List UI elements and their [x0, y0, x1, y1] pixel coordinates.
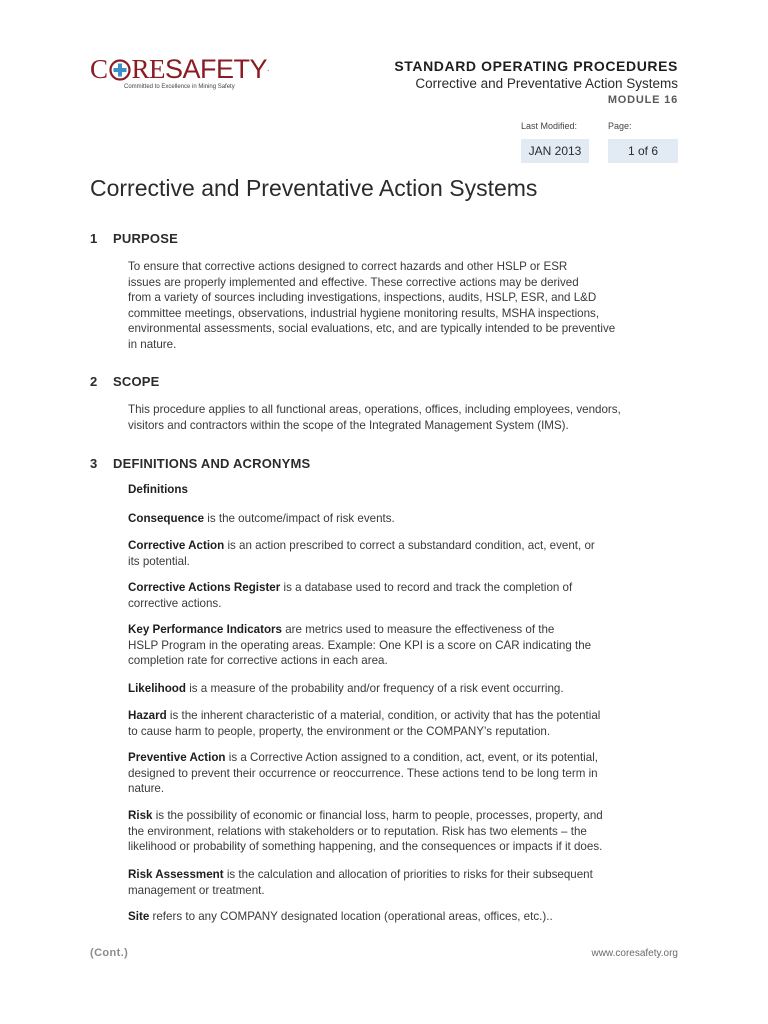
definition-term: Corrective Action: [128, 539, 225, 552]
definition-text: corrective actions.: [128, 596, 222, 610]
definition-text: is a database used to record and track the completion of: [280, 581, 573, 594]
definition-risk: [128, 808, 648, 855]
logo-tm: .: [267, 64, 269, 73]
definition-text: management or treatment.: [128, 883, 265, 897]
definition-term: Likelihood: [128, 682, 186, 695]
definition-text: completion rate for corrective actions in each area.: [128, 654, 388, 668]
footer-continued: (Cont.): [90, 947, 129, 959]
definition-text: designed to prevent their occurrence or reoccurrence. These actions tend to be long term in: [128, 766, 598, 780]
definition-hazard: [128, 708, 648, 739]
last-modified-label: Last Modified:: [521, 121, 578, 131]
page-label: Page:: [608, 121, 632, 131]
section-definitions-heading: [90, 456, 310, 471]
definition-text: is the outcome/impact of risk events.: [204, 512, 395, 525]
cross-circle-icon: [109, 59, 131, 81]
section-title: SCOPE: [113, 374, 160, 389]
definition-text: is the inherent characteristic of a material, condition, or activity that has the potential: [166, 709, 601, 722]
definition-text: the environment, relations with stakeholders or to reputation. Risk has two elements – the: [128, 824, 587, 838]
footer-website: www.coresafety.org: [591, 948, 678, 959]
definition-term: Risk Assessment: [128, 868, 224, 881]
logo-letter-c: C: [90, 54, 108, 84]
text-line: in nature.: [128, 337, 177, 351]
header-module: MODULE 16: [607, 94, 678, 106]
section-purpose-heading: [90, 231, 178, 246]
definition-text: nature.: [128, 782, 165, 796]
text-line: from a variety of sources including investigations, inspections, audits, HSLP, ESR, and L&D: [128, 291, 597, 305]
definition-text: is a measure of the probability and/or frequency of a risk event occurring.: [185, 682, 564, 695]
definition-text: is the possibility of economic or financial loss, harm to people, processes, property, and: [152, 809, 603, 822]
text-line: issues are properly implemented and effective. These corrective actions may be derived: [128, 275, 579, 289]
definition-corrective-actions-register: [128, 580, 648, 611]
definition-text: its potential.: [128, 554, 190, 568]
logo-letters-safety: SAFETY: [165, 54, 268, 84]
definitions-subheading: Definitions: [128, 483, 188, 496]
logo-tagline: Committed to Excellence in Mining Safety: [124, 84, 235, 90]
definition-text: to cause harm to people, property, the environment or the COMPANY’s reputation.: [128, 724, 551, 738]
header-title: STANDARD OPERATING PROCEDURES: [394, 58, 678, 74]
section-scope-heading: [90, 374, 160, 389]
section-number: 2: [90, 374, 98, 389]
definition-term: Preventive Action: [128, 751, 226, 764]
definition-text: likelihood or probability of something happening, and the consequences or impacts if it does.: [128, 840, 603, 854]
text-line: environmental assessments, social evaluations, etc, and are typically intended to be preventive: [128, 322, 616, 336]
definition-term: Consequence: [128, 512, 205, 525]
definition-consequence: [128, 511, 648, 527]
definition-term: Hazard: [128, 709, 167, 722]
definition-corrective-action: [128, 538, 648, 569]
definition-text: is an action prescribed to correct a substandard condition, act, event, or: [224, 539, 595, 552]
definition-text: refers to any COMPANY designated location (operational areas, offices, etc.)..: [149, 910, 553, 923]
purpose-paragraph: [128, 259, 648, 353]
definition-key-performance-indicators: [128, 622, 648, 669]
text-line: visitors and contractors within the scope of the Integrated Management System (IMS).: [128, 418, 569, 432]
definition-site: [128, 909, 648, 925]
document-title: Corrective and Preventative Action Systems: [90, 175, 538, 201]
text-line: To ensure that corrective actions designed to correct hazards and other HSLP or ESR: [128, 260, 568, 273]
section-title: DEFINITIONS AND ACRONYMS: [113, 456, 311, 471]
section-number: 3: [90, 456, 98, 471]
section-number: 1: [90, 231, 98, 246]
definition-term: Corrective Actions Register: [128, 581, 281, 594]
logo-letters-re: RE: [131, 54, 166, 84]
last-modified-value: JAN 2013: [521, 139, 589, 163]
definition-likelihood: [128, 681, 648, 697]
definition-term: Site: [128, 910, 150, 923]
header-subtitle: Corrective and Preventative Action Systems: [415, 76, 678, 91]
definition-text: is the calculation and allocation of priorities to risks for their subsequent: [223, 868, 593, 881]
definition-preventive-action: [128, 750, 648, 797]
logo-wordmark: [90, 54, 269, 84]
definition-text: is a Corrective Action assigned to a condition, act, event, or its potential,: [225, 751, 599, 764]
definition-term: Key Performance Indicators: [128, 623, 282, 636]
text-line: This procedure applies to all functional areas, operations, offices, including employees, vendors,: [128, 403, 621, 416]
section-title: PURPOSE: [113, 231, 178, 246]
definition-term: Risk: [128, 809, 153, 822]
page-value: 1 of 6: [608, 139, 678, 163]
coresafety-logo: [90, 54, 269, 96]
text-line: committee meetings, observations, industrial hygiene monitoring results, MSHA inspections,: [128, 306, 600, 320]
definition-text: HSLP Program in the operating areas. Example: One KPI is a score on CAR indicating the: [128, 638, 592, 652]
definition-text: are metrics used to measure the effectiveness of the: [282, 623, 555, 636]
definition-risk-assessment: [128, 867, 648, 898]
scope-paragraph: [128, 402, 648, 433]
